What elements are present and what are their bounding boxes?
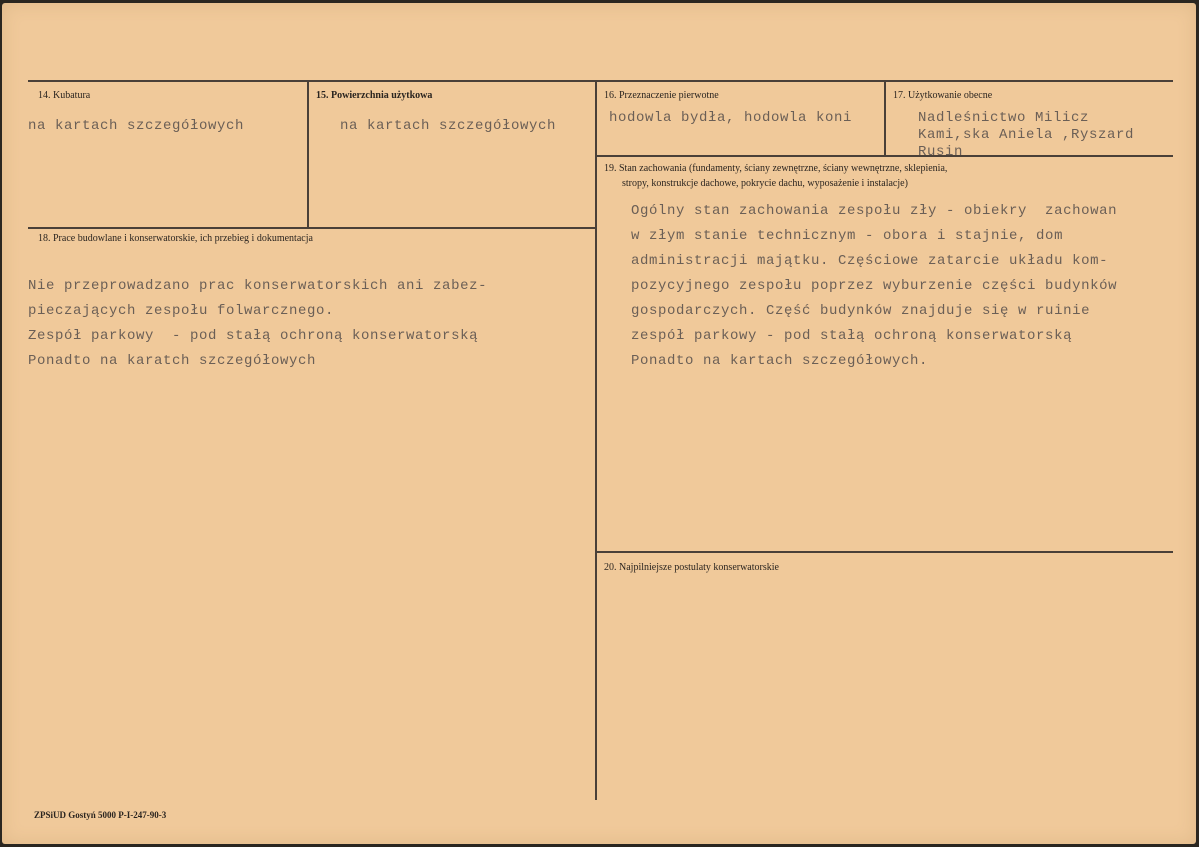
field-19-line-5: gospodarczych. Część budynków znajduje się w ruinie xyxy=(631,303,1091,319)
field-17-line-3: Rusin xyxy=(918,144,964,155)
field-19-line-6: zespół parkowy - pod stałą ochroną konserwatorską xyxy=(631,328,1073,344)
field-18-line-4: Ponadto na karatch szczegółowych xyxy=(28,353,317,369)
field-19-line-1: Ogólny stan zachowania zespołu zły - obiekry zachowan xyxy=(631,203,1118,219)
field-19-line-3: administracji majątku. Częściowe zatarcie układu kom- xyxy=(631,253,1109,269)
field-18-line-3: Zespół parkowy - pod stałą ochroną konserwatorską xyxy=(28,328,479,344)
field-18-label: 18. Prace budowlane i konserwatorskie, ich przebieg i dokumentacja xyxy=(38,233,313,244)
field-17-label: 17. Użytkowanie obecne xyxy=(893,90,993,101)
field-19-label-line-2: stropy, konstrukcje dachowe, pokrycie dachu, wyposażenie i instalacje) xyxy=(622,178,908,189)
field-19-line-2: w złym stanie technicznym - obora i stajnie, dom xyxy=(631,228,1064,244)
field-19-line-7: Ponadto na kartach szczegółowych. xyxy=(631,353,929,369)
field-19-label-line-1: 19. Stan zachowania (fundamenty, ściany zewnętrzne, ściany wewnętrzne, sklepienia, xyxy=(604,163,948,174)
field-18-line-1: Nie przeprowadzano prac konserwatorskich ani zabez- xyxy=(28,278,488,294)
field-18-line-2: pieczających zespołu folwarcznego. xyxy=(28,303,335,319)
top-rule xyxy=(28,80,1173,82)
rule-above-20 xyxy=(597,551,1173,553)
field-17-line-1: Nadleśnictwo Milicz xyxy=(918,110,1090,126)
field-19-line-4: pozycyjnego zespołu poprzez wyburzenie części budynków xyxy=(631,278,1118,294)
field-15-label: 15. Powierzchnia użytkowa xyxy=(316,90,433,101)
field-14-label: 14. Kubatura xyxy=(38,90,91,101)
field-17-line-2: Kami,ska Aniela ,Ryszard xyxy=(918,127,1135,143)
field-16-label: 16. Przeznaczenie pierwotne xyxy=(604,90,719,101)
rule-above-19 xyxy=(597,155,1173,157)
divider-14-15 xyxy=(307,82,309,228)
field-20-label: 20. Najpilniejsze postulaty konserwatorskie xyxy=(604,562,779,573)
printer-imprint: ZPSiUD Gostyń 5000 P-I-247-90-3 xyxy=(34,810,167,820)
rule-above-18 xyxy=(28,227,595,229)
field-15-value: na kartach szczegółowych xyxy=(340,118,557,134)
divider-16-17 xyxy=(884,82,886,156)
divider-15-16 xyxy=(595,82,597,800)
field-17-line-3-clip xyxy=(918,143,1038,155)
field-14-value: na kartach szczegółowych xyxy=(28,118,245,134)
field-16-value: hodowla bydła, hodowla koni xyxy=(609,110,853,126)
